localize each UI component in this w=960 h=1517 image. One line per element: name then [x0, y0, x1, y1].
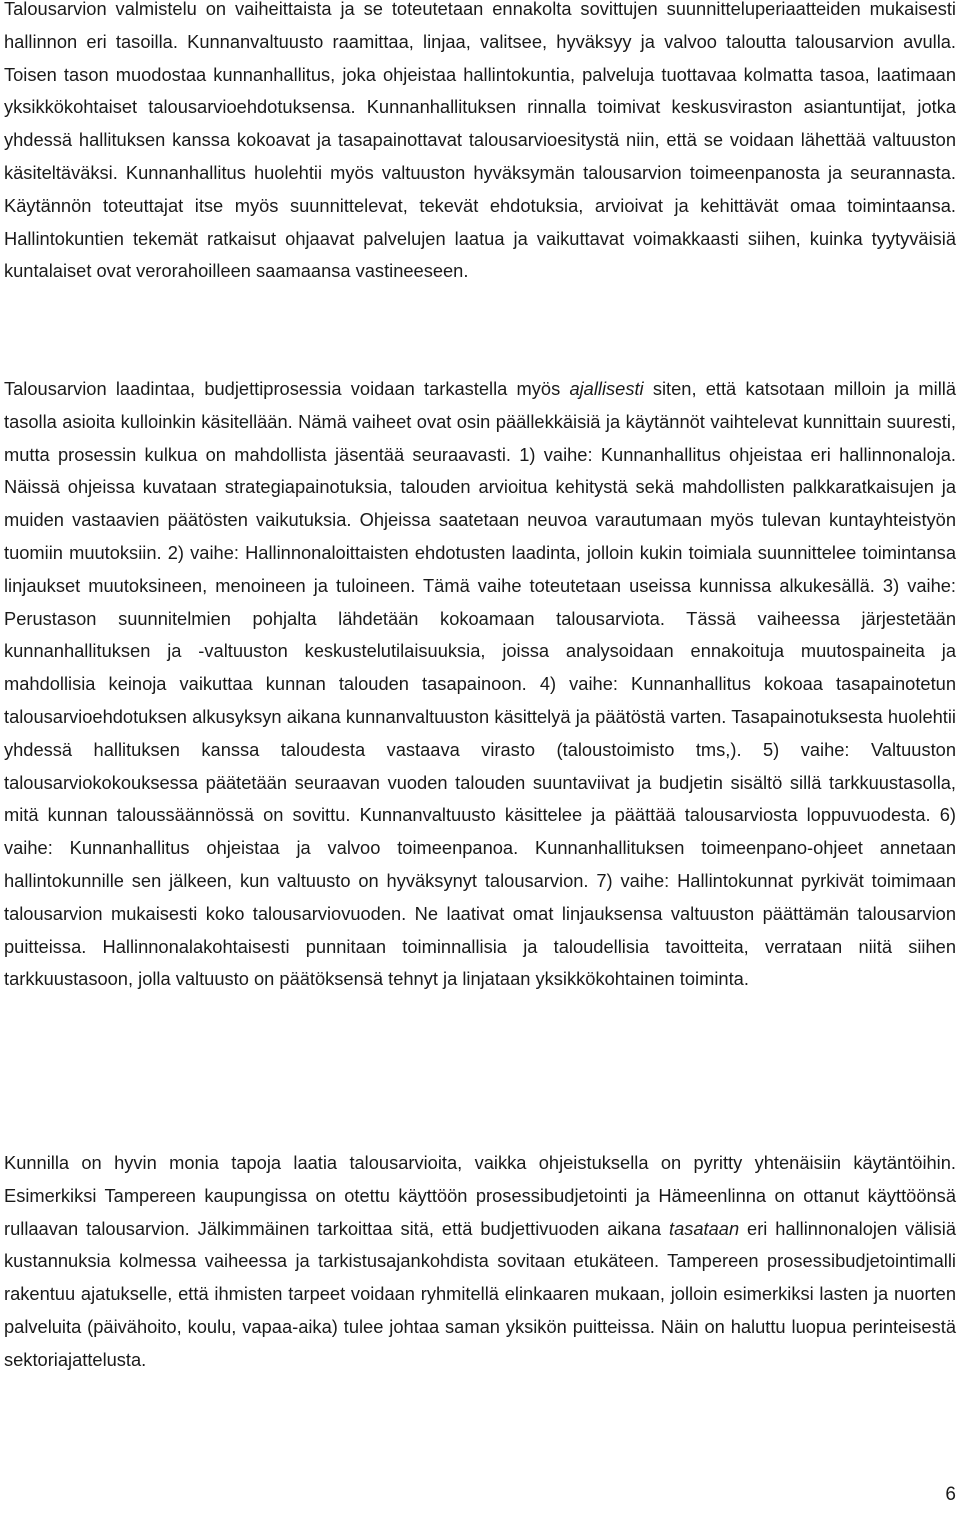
paragraph-budget-preparation — [4, 0, 956, 288]
paragraph-budget-phases — [4, 373, 956, 996]
paragraph-text: eri hallinnonalojen välisiä kustannuksia kolmessa vaiheessa ja tarkistusajankohdista sovitaan etukäteen. Tampereen prosessibudjetointimalli rakentuu ajatukselle, että ihmisten tarpeet voidaan ryhmitellä elinkaaren mukaan, jolloin esimerkiksi lasten ja nuorten palveluita (päivähoito, koulu, vapaa-aika) tulee johtaa saman yksikön puitteissa. Näin on haluttu luopua perinteisestä sektoriajattelusta. — [4, 1217, 956, 1370]
paragraph-municipal-practices — [4, 1147, 956, 1377]
paragraph-text: Talousarvion valmistelu on vaiheittaista ja se toteutetaan ennakolta sovittujen suunnitteluperiaatteiden mukaisesti hallinnon eri tasoilla. Kunnanvaltuusto raamittaa, linjaa, valitsee, hyväksyy ja valvoo taloutta talousarvion avulla. Toisen tason muodostaa kunnanhallitus, joka ohjeistaa hallintokuntia, palveluja tuottavaa kolmatta tasoa, laatimaan yksikkökohtaiset talousarvioehdotuksensa. Kunnanhallituksen rinnalla toimivat keskusviraston asiantuntijat, jotka yhdessä hallituksen kanssa kokoavat ja tasapainottavat talousarvioesitystä niin, että se voidaan lähettää valtuuston käsiteltäväksi. Kunnanhallitus huolehtii myös valtuuston hyväksymän talousarvion toimeenpanosta ja seurannasta. Käytännön toteuttajat itse myös suunnittelevat, tekevät ehdotuksia, arvioivat ja kehittävät omaa toimintaansa. Hallintokuntien tekemät ratkaisut ohjaavat palvelujen laatua ja vaikuttavat voimakkaasti siihen, kuinka tyytyväisiä kuntalaiset ovat verorahoilleen saamaansa vastineeseen. — [4, 0, 956, 282]
emphasized-term: ajallisesti — [569, 378, 644, 399]
page-number: 6 — [945, 1484, 956, 1505]
paragraph-text: Talousarvion laadintaa, budjettiprosessia voidaan tarkastella myös — [4, 378, 570, 399]
emphasized-term: tasataan — [668, 1217, 740, 1239]
paragraph-text: Kunnilla on hyvin monia tapoja laatia talousarvioita, vaikka ohjeistuksella on pyritty yhtenäisiin käytäntöihin. Esimerkiksi Tampereen kaupungissa on otettu käyttöön prosessibudjetointi ja Hämeenlinna on ottanut käyttöönsä rullaavan talousarvion. Jälkimmäinen tarkoittaa sitä, että budjettivuoden aikana — [4, 1152, 956, 1239]
paragraph-text: siten, että katsotaan milloin ja millä tasolla asioita kulloinkin käsitellään. Nämä vaiheet ovat osin päällekkäisiä ja käytännöt vaihtelevat kunnittain suuresti, mutta prosessin kulkua on mahdollista jäsentää seuraavasti. 1) vaihe: Kunnanhallitus ohjeistaa eri hallinnonaloja. Näissä ohjeissa kuvataan strategiapainotuksia, talouden arvioitua kehitystä sekä mahdollisten palkkaratkaisujen ja muiden vastaavien päätösten vaikutuksia. Ohjeissa saatetaan neuvoa varautumaan myös tulevan kuntayhteistyön tuomiin muutoksiin. 2) vaihe: Hallinnonaloittaisten ehdotusten laadinta, jolloin kukin toimiala suunnittelee toimintansa linjaukset muutoksineen, menoineen ja tuloineen. Tämä vaihe toteutetaan useissa kunnissa alkukesällä. 3) vaihe: Perustason suunnitelmien pohjalta lähdetään kokoamaan talousarviota. Tässä vaiheessa järjestetään kunnanhallituksen ja -valtuuston keskustelutilaisuuksia, joissa analysoidaan ennakoituja muutospaineita ja mahdollisia keinoja vaikuttaa kunnan talouden tasapainoon. 4) vaihe: Kunnanhallitus kokoaa tasapainotetun talousarvioehdotuksen alkusyksyn aikana kunnanvaltuuston käsittelyä ja päätöstä varten. Tasapainotuksesta huolehtii yhdessä hallituksen kanssa taloudesta vastaava virasto (taloustoimisto tms,). 5) vaihe: Valtuuston talousarviokokouksessa päätetään seuraavan vuoden talouden suuntaviivat ja budjetin sisältö sillä tarkkuustasolla, mitä kunnan taloussäännössä on sovittu. Kunnanvaltuusto käsittelee ja päättää talousarviosta loppuvuodesta. 6) vaihe: Kunnanhallitus ohjeistaa ja valvoo toimeenpanoa. Kunnanhallituksen toimeenpano-ohjeet annetaan hallintokunnille sen jälkeen, kun valtuusto on hyväksynyt talousarvion. 7) vaihe: Hallintokunnat pyrkivät toimimaan talousarvion mukaisesti koko talousarviovuoden. Ne laativat omat linjauksensa valtuuston päättämän talousarvion puitteissa. Hallinnonalakohtaisesti punnitaan toiminnallisia ja taloudellisia tavoitteita, verrataan niitä siihen tarkkuustasoon, jolla valtuusto on päätöksensä tehnyt ja linjataan yksikkökohtainen toiminta. — [4, 378, 956, 990]
